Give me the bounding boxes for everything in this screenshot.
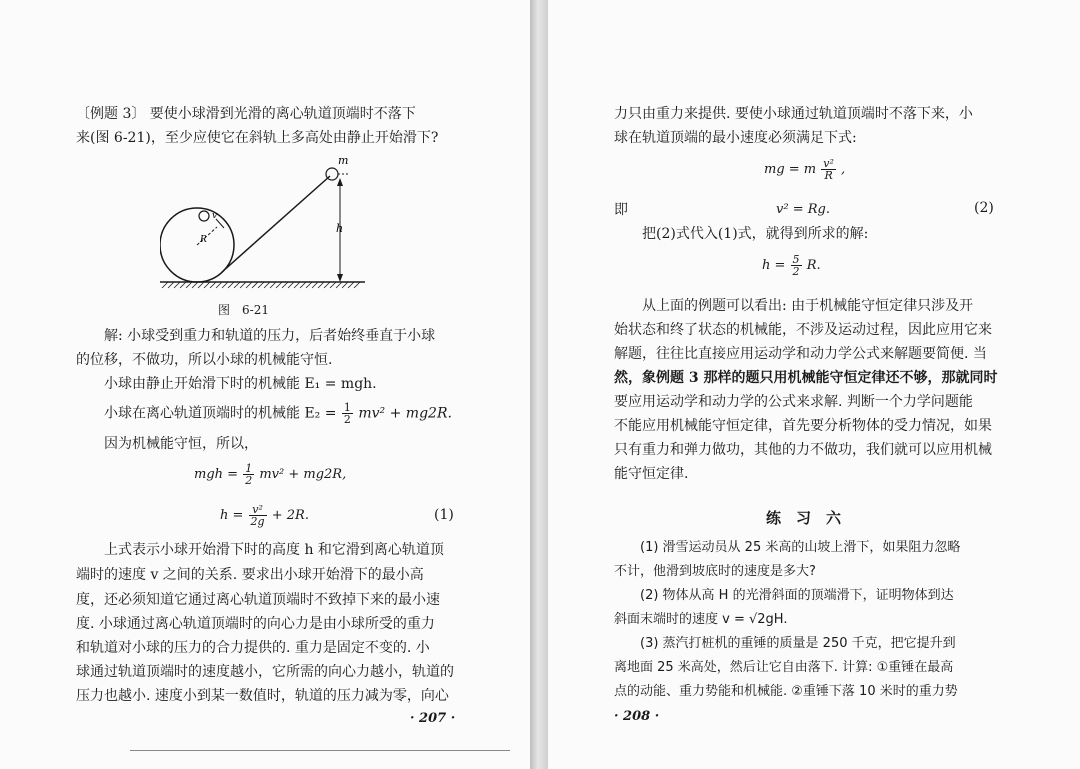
right-page [548,0,1080,769]
eq5-post: R. [806,258,821,273]
solution-line-5: 因为机械能守恒，所以， [104,436,258,452]
exercise-title: 练 习 六 [766,509,842,527]
fraction-half-2 [243,463,254,486]
ground-hatch [162,282,360,288]
equation-number-1: (1) [434,507,454,523]
eq5-pre: h = [762,258,786,273]
solution-line-2: 的位移，不做功，所以小球的机械能守恒. [76,352,333,368]
paragraph-line-7: 压力也越小. 速度小到某一数值时，轨道的压力减为零，向心 [76,688,449,704]
ji-label: 即 [614,202,628,218]
figure-caption: 图 6-21 [218,303,269,317]
exercise-3-line-3: 点的动能、重力势能和机械能. ②重锤下落 10 米时的重力势 [614,684,958,699]
exercise-3-line-1: (3) 蒸汽打桩机的重锤的质量是 250 千克，把它提升到 [640,636,956,651]
ball-top [326,168,338,180]
fraction-half [342,402,353,425]
equation-final [762,254,821,277]
fraction-v2-2g [249,504,267,527]
conclusion-line-3: 解题，往往比直接应用运动学和动力学公式来解题要简便. 当 [614,346,987,362]
incline-track [222,176,330,272]
eq2-post: + 2R. [271,508,309,523]
label-v: v [212,211,218,221]
frac-den: R [824,169,833,182]
page-bottom-rule [130,750,510,751]
conclusion-line-8: 能守恒定律. [614,466,689,482]
equation-v-squared: v² = Rg. [776,202,830,217]
conclusion-line-6: 不能应用机械能守恒定律，首先要分析物体的受力情况，如果 [614,418,992,434]
height-arrow-top [337,178,343,186]
fraction-5-2 [791,254,802,277]
frac-den: 2 [343,413,351,426]
continuation-line-1: 力只由重力来提供. 要使小球通过轨道顶端时不落下来，小 [614,106,973,122]
velocity-arrow [216,219,224,228]
frac-num: 5 [792,253,800,266]
label-m: m [338,154,349,167]
example-title-line-1: 〔例题 3〕 要使小球滑到光滑的离心轨道顶端时不落下 [76,106,416,122]
eq3-post: , [841,162,846,177]
equation-height [220,504,309,527]
conclusion-line-5: 要应用运动学和动力学的公式来求解. 判断一个力学问题能 [614,394,973,410]
continuation-line-2: 球在轨道顶端的最小速度必须满足下式: [614,130,857,146]
sol4-post: mv² + mg2R. [358,405,452,422]
ball-in-loop [199,211,209,221]
conclusion-line-7: 只有重力和弹力做功，其他的力不做功，我们就可以应用机械 [614,442,992,458]
paragraph-line-6: 球通过轨道顶端时的速度越小，它所需的向心力越小，轨道的 [76,664,454,680]
height-arrow-bottom [337,274,343,282]
frac-num: 1 [245,462,253,475]
equation-centripetal [764,158,845,181]
conclusion-line-1: 从上面的例题可以看出: 由于机械能守恒定律只涉及开 [642,298,974,314]
exercise-3-line-2: 离地面 25 米高处，然后让它自由落下. 计算: ①重锤在最高 [614,660,954,675]
page-number-left: · 207 · [410,711,456,726]
paragraph-line-4: 度. 小球通过离心轨道顶端时的向心力是由小球所受的重力 [76,616,435,632]
paragraph-line-3: 度，还必须知道它通过离心轨道顶端时不致掉下来的最小速 [76,592,440,608]
solution-line-1: 解: 小球受到重力和轨道的压力，后者始终垂直于小球 [104,328,436,344]
example-title-line-2: 来(图 6-21)，至少应使它在斜轨上多高处由静止开始滑下? [76,130,439,146]
frac-num: 1 [343,401,351,414]
book-gutter [530,0,548,769]
exercise-1-line-2: 不计，他滑到坡底时的速度是多大? [614,564,816,579]
equation-energy [194,463,346,486]
exercise-2-line-1: (2) 物体从高 H 的光滑斜面的顶端滑下，证明物体到达 [640,588,954,603]
label-R: R [200,235,207,245]
conclusion-line-4: 然，象例题 3 那样的题只用机械能守恒定律还不够，那就同时 [614,370,998,386]
frac-den: 2g [250,515,265,528]
frac-num: v² [249,504,267,516]
exercise-1-line-1: (1) 滑雪运动员从 25 米高的山坡上滑下，如果阻力忽略 [640,540,961,555]
page-number-right: · 208 · [614,709,660,724]
substitution-line: 把(2)式代入(1)式，就得到所求的解: [642,226,869,242]
exercise-2-line-2: 斜面末端时的速度 v = √2gH. [614,612,788,627]
label-h: h [336,222,344,235]
eq3-pre: mg = m [764,162,817,177]
equation-number-2: (2) [974,200,994,216]
solution-line-4 [104,402,452,425]
sol4-pre: 小球在离心轨道顶端时的机械能 E₂ = [104,405,337,422]
paragraph-line-2: 端时的速度 v 之间的关系. 要求出小球开始滑下的最小高 [76,567,424,583]
paragraph-line-5: 和轨道对小球的压力的合力提供的. 重力是固定不变的. 小 [76,640,430,656]
left-page [0,0,530,769]
paragraph-line-1: 上式表示小球开始滑下时的高度 h 和它滑到离心轨道顶 [104,542,444,558]
eq1-pre: mgh = [194,467,239,482]
conclusion-line-2: 始状态和终了状态的机械能，不涉及运动过程，因此应用它来 [614,322,992,338]
frac-den: 2 [792,265,800,278]
solution-line-3: 小球由静止开始滑下时的机械能 E₁ = mgh. [104,376,377,392]
eq1-post: mv² + mg2R, [259,467,347,482]
eq2-pre: h = [220,508,244,523]
frac-num: v² [823,157,834,170]
figure-6-21 [160,150,370,298]
fraction-v2-R [821,158,836,181]
frac-den: 2 [245,474,253,487]
